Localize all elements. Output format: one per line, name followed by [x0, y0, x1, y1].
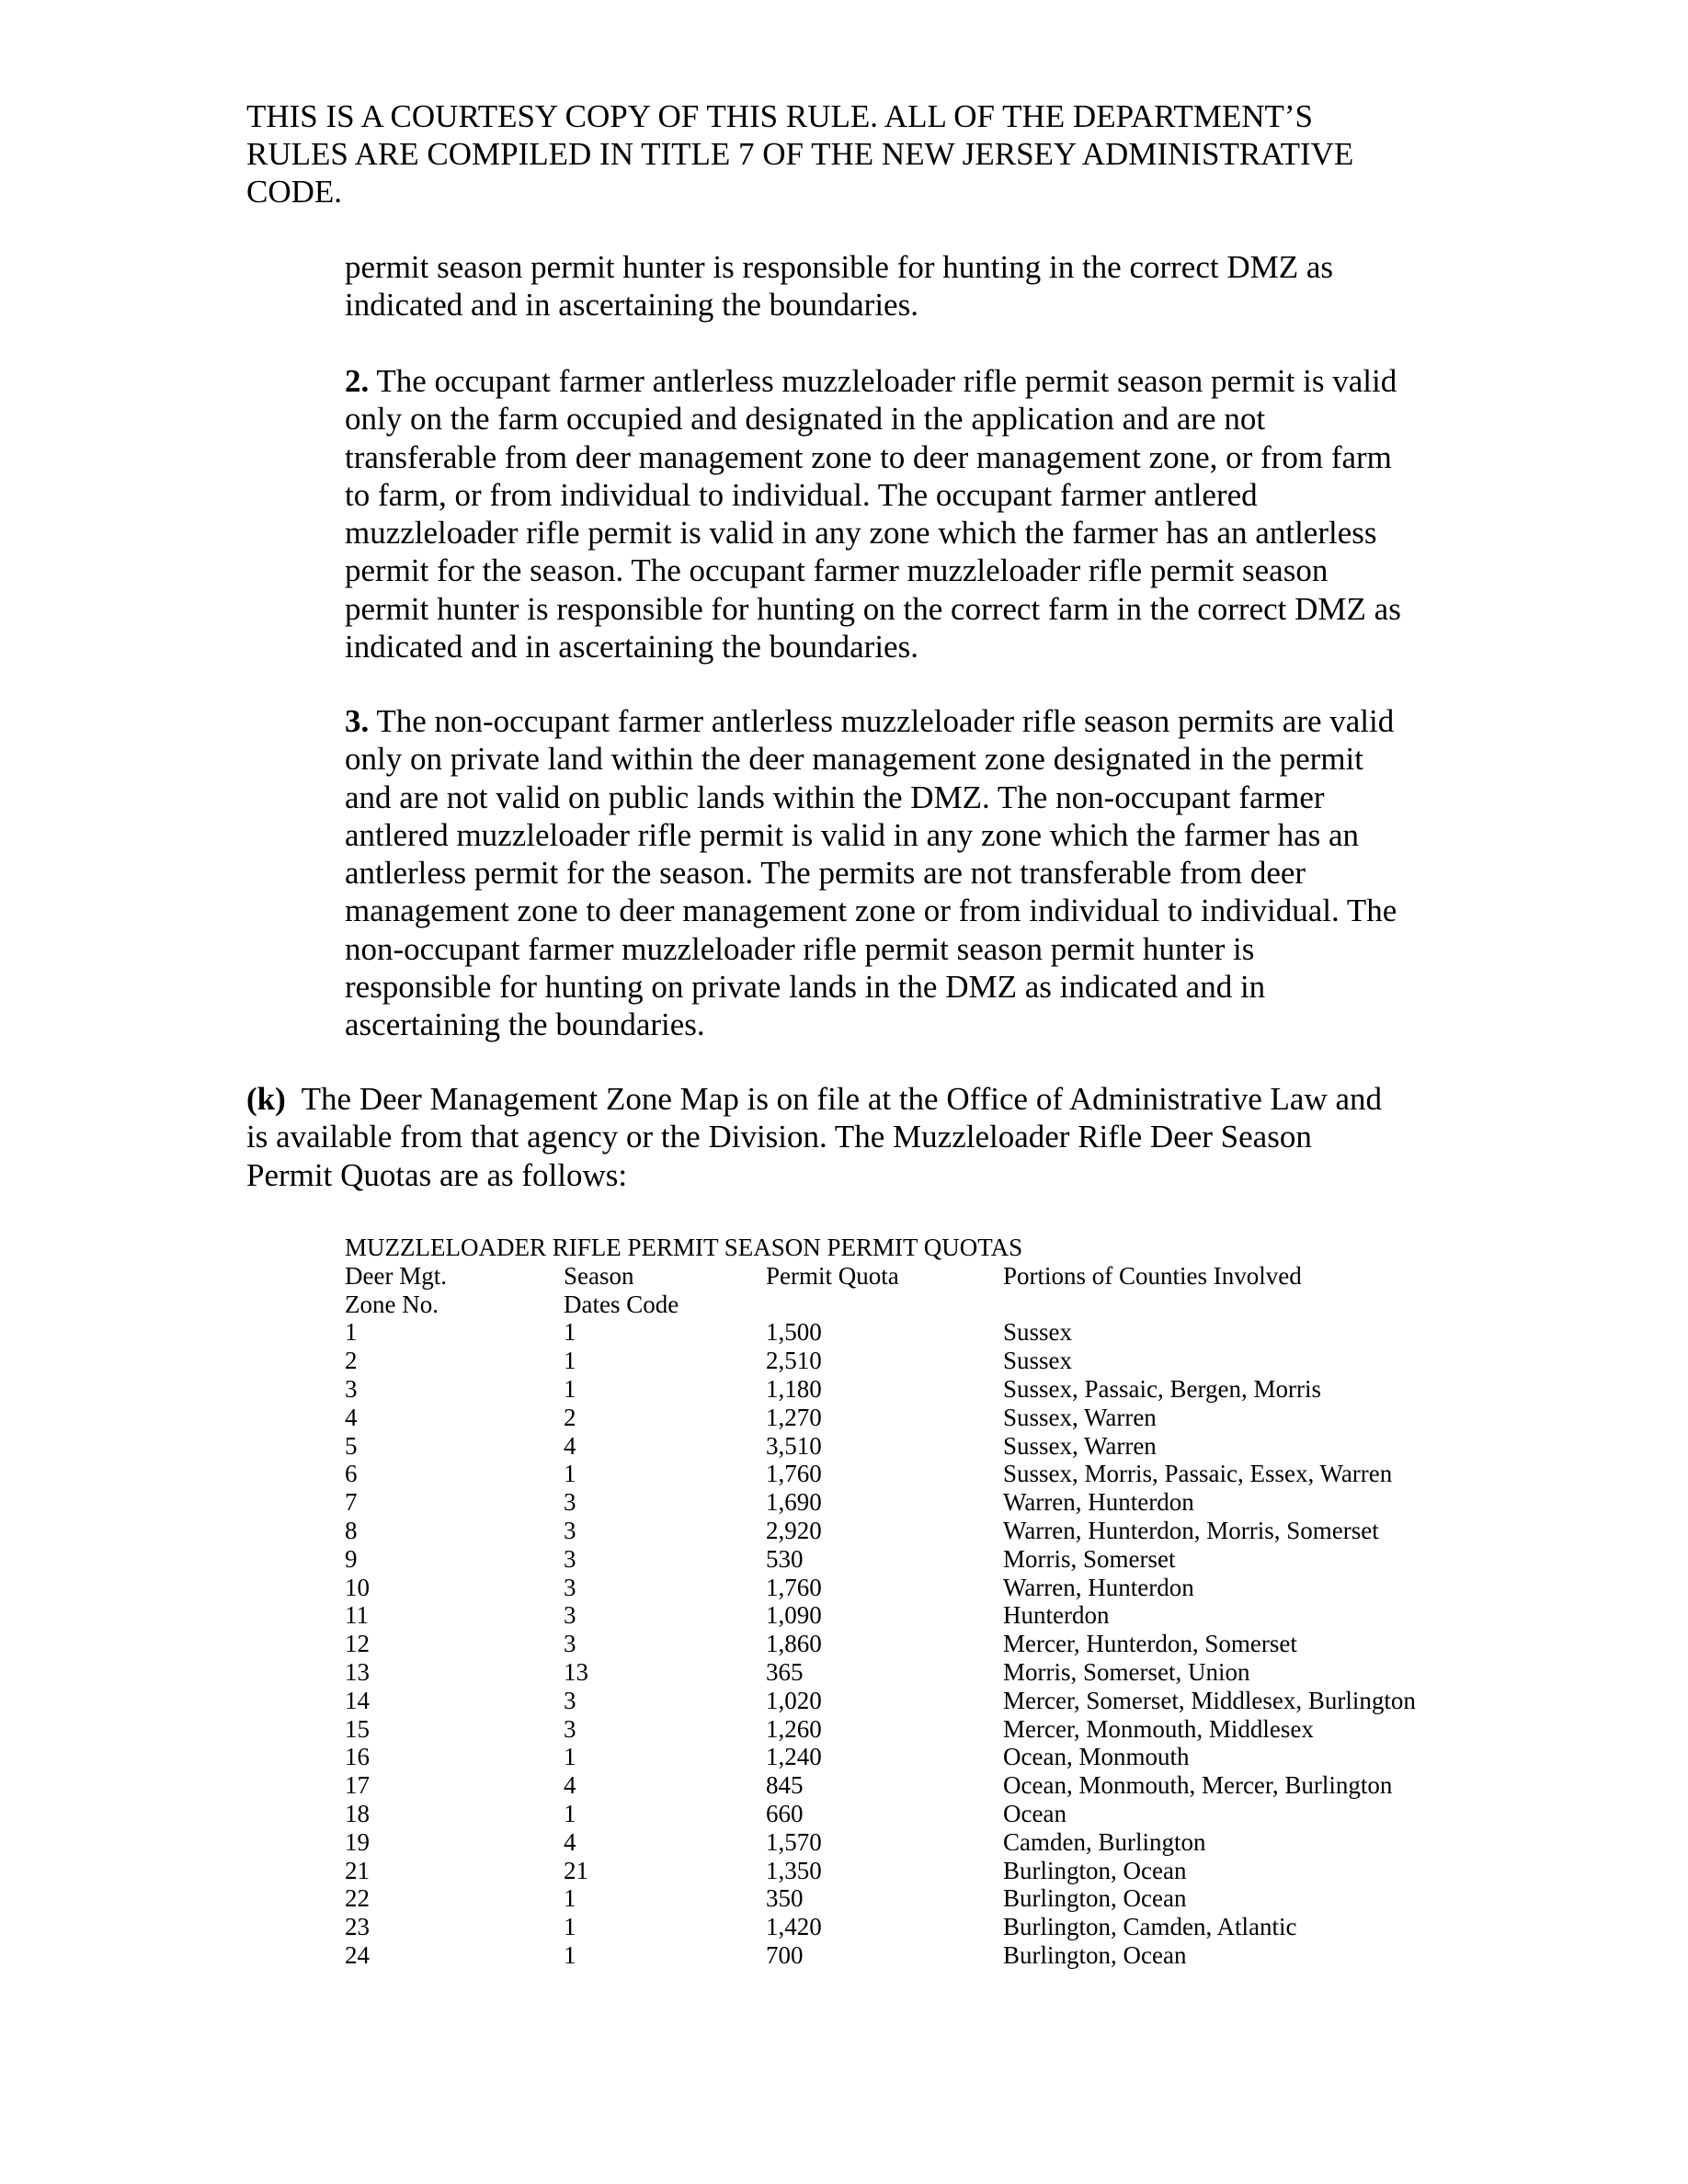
paragraph-line: and are not valid on public lands within the DMZ. The non-occupant farmer [345, 779, 1325, 815]
courtesy-copy-header [246, 97, 1534, 210]
permit-quota-cell: 2,920 [766, 1516, 822, 1544]
table-header-row [345, 1261, 1302, 1291]
table-row [345, 1940, 1187, 1970]
table-row [345, 1488, 1194, 1517]
counties-cell: Burlington, Ocean [1003, 1940, 1187, 1969]
permit-quota-cell: 530 [766, 1544, 804, 1573]
paragraph-line: management zone to deer management zone or from individual to individual. The [345, 893, 1397, 929]
counties-cell: Morris, Somerset, Union [1003, 1657, 1250, 1686]
permit-quota-cell: 1,690 [766, 1488, 822, 1517]
zone-number-cell: 24 [345, 1940, 370, 1969]
table-row [345, 1657, 1250, 1687]
table-row [345, 1856, 1187, 1885]
season-code-cell: 1 [564, 1884, 576, 1913]
season-code-cell: 2 [564, 1403, 576, 1431]
season-code-cell: 1 [564, 1913, 576, 1941]
paragraph-line: ascertaining the boundaries. [345, 1007, 705, 1043]
counties-cell: Warren, Hunterdon [1003, 1573, 1194, 1601]
counties-cell: Burlington, Camden, Atlantic [1003, 1913, 1297, 1941]
paragraph-3 [345, 702, 1397, 1044]
counties-cell: Burlington, Ocean [1003, 1884, 1187, 1913]
counties-cell: Morris, Somerset [1003, 1544, 1176, 1573]
zone-number-cell: 11 [345, 1601, 369, 1630]
table-title: MUZZLELOADER RIFLE PERMIT SEASON PERMIT QUOTAS [345, 1234, 1023, 1261]
paragraph-k [246, 1080, 1382, 1194]
paragraph-text: The occupant farmer antlerless muzzleloader rifle permit season permit is valid [369, 363, 1397, 399]
counties-cell: Mercer, Hunterdon, Somerset [1003, 1630, 1297, 1658]
zone-number-cell: 6 [345, 1460, 358, 1488]
counties-cell: Sussex, Passaic, Bergen, Morris [1003, 1374, 1321, 1403]
season-code-cell: 1 [564, 1374, 576, 1403]
season-code-cell: 4 [564, 1771, 576, 1800]
column-header: Dates Code [564, 1290, 679, 1318]
table-row [345, 1601, 1110, 1630]
season-code-cell: 3 [564, 1601, 576, 1630]
paragraph-line: permit for the season. The occupant farmer muzzleloader rifle permit season [345, 552, 1329, 589]
table-row [345, 1374, 1321, 1404]
paragraph-line: permit season permit hunter is responsible for hunting in the correct DMZ as [345, 249, 1334, 285]
counties-cell: Camden, Burlington [1003, 1827, 1206, 1856]
table-row [345, 1771, 1393, 1800]
paragraph-line: muzzleloader rifle permit is valid in any zone which the farmer has an antlerless [345, 515, 1377, 552]
counties-cell: Warren, Hunterdon [1003, 1488, 1194, 1517]
permit-quota-table [345, 1234, 1416, 1970]
table-row [345, 1743, 1190, 1771]
permit-quota-cell: 1,180 [766, 1374, 822, 1403]
table-row [345, 1460, 1393, 1488]
table-row [345, 1913, 1297, 1941]
zone-number-cell: 7 [345, 1488, 358, 1517]
header-line: RULES ARE COMPILED IN TITLE 7 OF THE NEW JERSEY ADMINISTRATIVE [246, 136, 1354, 172]
paragraph-line [345, 702, 1397, 740]
permit-quota-cell: 1,260 [766, 1714, 822, 1743]
season-code-cell: 3 [564, 1516, 576, 1544]
permit-quota-cell: 1,090 [766, 1601, 822, 1630]
paragraph-continuation [345, 248, 1333, 324]
table-row [345, 1544, 1176, 1574]
permit-quota-cell: 1,860 [766, 1630, 822, 1658]
counties-cell: Warren, Hunterdon, Morris, Somerset [1003, 1516, 1379, 1544]
counties-cell: Mercer, Monmouth, Middlesex [1003, 1714, 1314, 1743]
zone-number-cell: 13 [345, 1657, 370, 1686]
counties-cell: Ocean, Monmouth [1003, 1743, 1190, 1771]
paragraph-number: (k) [246, 1081, 286, 1117]
permit-quota-cell: 845 [766, 1771, 804, 1800]
season-code-cell: 4 [564, 1827, 576, 1856]
table-row [345, 1573, 1194, 1602]
season-code-cell: 1 [564, 1318, 576, 1347]
column-header: Zone No. [345, 1290, 439, 1318]
paragraph-line: antlered muzzleloader rifle permit is valid in any zone which the farmer has an [345, 816, 1360, 853]
season-code-cell: 3 [564, 1630, 576, 1658]
counties-cell: Mercer, Somerset, Middlesex, Burlington [1003, 1686, 1416, 1714]
zone-number-cell: 5 [345, 1431, 358, 1460]
season-code-cell: 3 [564, 1488, 576, 1517]
zone-number-cell: 3 [345, 1374, 358, 1403]
season-code-cell: 1 [564, 1347, 576, 1375]
table-row [345, 1827, 1206, 1857]
paragraph-line: responsible for hunting on private lands in the DMZ as indicated and in [345, 969, 1266, 1006]
season-code-cell: 4 [564, 1431, 576, 1460]
counties-cell: Hunterdon [1003, 1601, 1110, 1630]
zone-number-cell: 21 [345, 1856, 370, 1884]
season-code-cell: 1 [564, 1460, 576, 1488]
permit-quota-cell: 350 [766, 1884, 804, 1913]
zone-number-cell: 17 [345, 1771, 370, 1800]
permit-quota-cell: 365 [766, 1657, 804, 1686]
paragraph-line: indicated and in ascertaining the boundaries. [345, 287, 918, 324]
permit-quota-cell: 1,570 [766, 1827, 822, 1856]
season-code-cell: 3 [564, 1544, 576, 1573]
zone-number-cell: 15 [345, 1714, 370, 1743]
season-code-cell: 13 [564, 1657, 588, 1686]
paragraph-line: antlerless permit for the season. The permits are not transferable from deer [345, 855, 1306, 892]
column-header: Season [564, 1261, 634, 1290]
permit-quota-cell: 1,350 [766, 1856, 822, 1884]
counties-cell: Sussex, Morris, Passaic, Essex, Warren [1003, 1460, 1393, 1488]
paragraph-line: only on private land within the deer management zone designated in the permit [345, 741, 1363, 778]
column-header: Permit Quota [766, 1261, 899, 1290]
table-row [345, 1403, 1157, 1432]
paragraph-line: Permit Quotas are as follows: [246, 1156, 628, 1193]
zone-number-cell: 16 [345, 1743, 370, 1771]
paragraph-number: 2. [345, 363, 370, 399]
zone-number-cell: 8 [345, 1516, 358, 1544]
table-header-row [345, 1291, 1022, 1319]
zone-number-cell: 14 [345, 1686, 370, 1714]
season-code-cell: 3 [564, 1714, 576, 1743]
zone-number-cell: 18 [345, 1799, 370, 1827]
table-row [345, 1347, 1073, 1375]
zone-number-cell: 22 [345, 1884, 370, 1913]
zone-number-cell: 23 [345, 1913, 370, 1941]
paragraph-line: transferable from deer management zone to deer management zone, or from farm [345, 438, 1392, 475]
column-header: Deer Mgt. [345, 1261, 447, 1290]
season-code-cell: 1 [564, 1940, 576, 1969]
column-header: Portions of Counties Involved [1003, 1261, 1302, 1290]
permit-quota-cell: 3,510 [766, 1431, 822, 1460]
table-row [345, 1630, 1297, 1658]
paragraph-line [246, 1080, 1382, 1118]
paragraph-text: The non-occupant farmer antlerless muzzleloader rifle season permits are valid [369, 703, 1395, 739]
counties-cell: Burlington, Ocean [1003, 1856, 1187, 1884]
table-row [345, 1799, 1066, 1828]
zone-number-cell: 1 [345, 1318, 358, 1347]
counties-cell: Sussex [1003, 1347, 1073, 1375]
permit-quota-cell: 1,020 [766, 1686, 822, 1714]
zone-number-cell: 12 [345, 1630, 370, 1658]
zone-number-cell: 4 [345, 1403, 358, 1431]
paragraph-number: 3. [345, 703, 370, 739]
permit-quota-cell: 1,500 [766, 1318, 822, 1347]
permit-quota-cell: 1,270 [766, 1403, 822, 1431]
paragraph-text: The Deer Management Zone Map is on file at the Office of Administrative Law and [285, 1081, 1383, 1117]
table-body [345, 1318, 1416, 1969]
counties-cell: Ocean [1003, 1799, 1066, 1827]
header-line: THIS IS A COURTESY COPY OF THIS RULE. ALL OF THE DEPARTMENT’S [246, 98, 1314, 134]
season-code-cell: 1 [564, 1743, 576, 1771]
table-row [345, 1686, 1416, 1715]
table-row [345, 1714, 1314, 1744]
season-code-cell: 21 [564, 1856, 588, 1884]
season-code-cell: 1 [564, 1799, 576, 1827]
zone-number-cell: 2 [345, 1347, 358, 1375]
paragraph-line: is available from that agency or the Division. The Muzzleloader Rifle Deer Season [246, 1119, 1312, 1155]
paragraph-line: to farm, or from individual to individual. The occupant farmer antlered [345, 476, 1258, 513]
counties-cell: Ocean, Monmouth, Mercer, Burlington [1003, 1771, 1393, 1800]
header-line: CODE. [246, 174, 343, 210]
counties-cell: Sussex, Warren [1003, 1403, 1157, 1431]
paragraph-line [345, 362, 1401, 400]
permit-quota-cell: 1,240 [766, 1743, 822, 1771]
table-row [345, 1431, 1157, 1461]
permit-quota-cell: 1,760 [766, 1460, 822, 1488]
paragraph-line: only on the farm occupied and designated in the application and are not [345, 401, 1266, 438]
counties-cell: Sussex, Warren [1003, 1431, 1157, 1460]
table-row [345, 1318, 1073, 1347]
permit-quota-cell: 1,760 [766, 1573, 822, 1601]
paragraph-line: permit hunter is responsible for hunting on the correct farm in the correct DMZ as [345, 590, 1401, 627]
permit-quota-cell: 2,510 [766, 1347, 822, 1375]
zone-number-cell: 10 [345, 1573, 370, 1601]
paragraph-line: non-occupant farmer muzzleloader rifle permit season permit hunter is [345, 930, 1255, 967]
zone-number-cell: 19 [345, 1827, 370, 1856]
permit-quota-cell: 1,420 [766, 1913, 822, 1941]
permit-quota-cell: 700 [766, 1940, 804, 1969]
season-code-cell: 3 [564, 1573, 576, 1601]
zone-number-cell: 9 [345, 1544, 358, 1573]
paragraph-2 [345, 362, 1401, 665]
table-row [345, 1884, 1187, 1913]
season-code-cell: 3 [564, 1686, 576, 1714]
counties-cell: Sussex [1003, 1318, 1073, 1347]
permit-quota-cell: 660 [766, 1799, 804, 1827]
paragraph-line: indicated and in ascertaining the boundaries. [345, 629, 918, 665]
table-row [345, 1516, 1379, 1545]
